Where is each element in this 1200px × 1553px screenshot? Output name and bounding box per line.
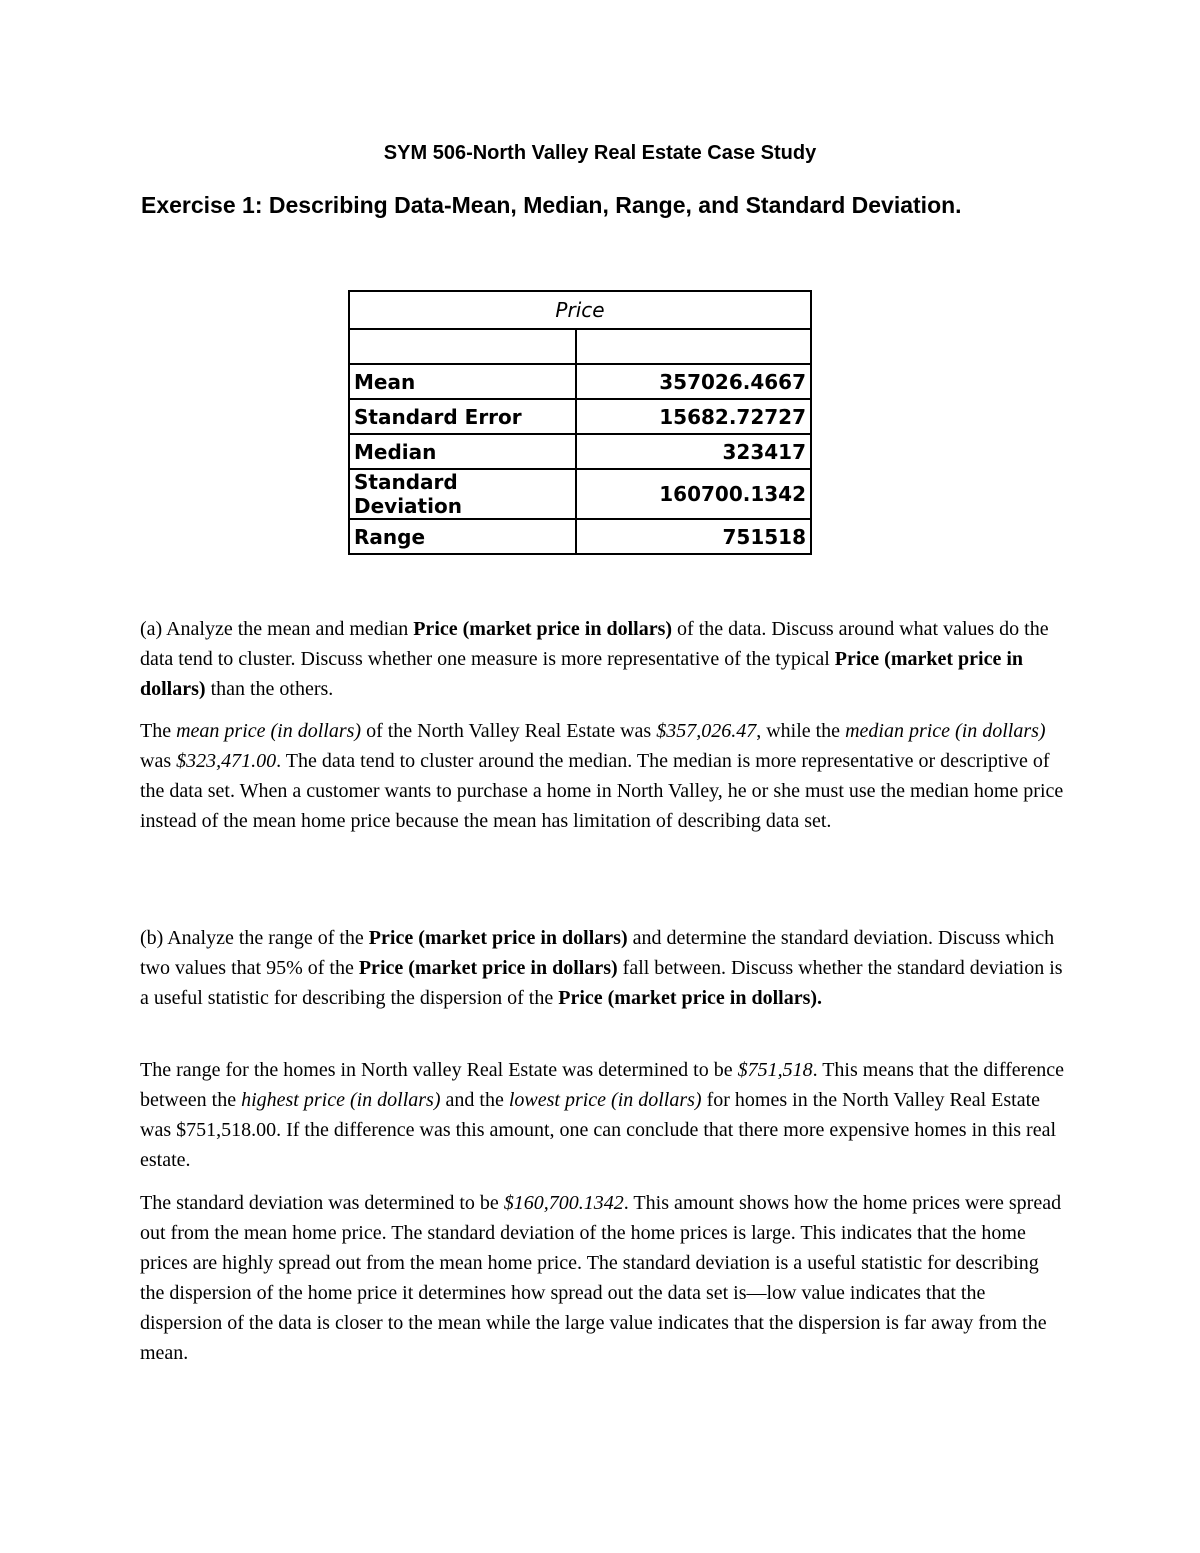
answer-b1-text-4: for homes in the North Valley Real Estate was $751,518.00. If the difference was this amount, one can conclude that there more expensive homes in this real estate. bbox=[140, 1089, 1057, 1171]
answer-a-paragraph bbox=[140, 716, 1065, 836]
question-a-prefix: (a) Analyze the mean and median bbox=[140, 618, 414, 640]
question-b-prefix: (b) Analyze the range of the bbox=[140, 927, 369, 949]
document-title: SYM 506-North Valley Real Estate Case Study bbox=[383, 142, 817, 164]
answer-b-standard-deviation bbox=[140, 1188, 1065, 1368]
row-label-median: Median bbox=[349, 434, 576, 469]
answer-a-text-2: of the North Valley Real Estate was bbox=[361, 720, 657, 742]
table-row bbox=[349, 519, 811, 554]
question-a-bold-2: Price (market price in dollars) bbox=[140, 648, 1024, 700]
answer-b-range-paragraph bbox=[140, 1055, 1065, 1175]
table-row bbox=[349, 434, 811, 469]
answer-b1-text-1: The range for the homes in North valley Real Estate was determined to be bbox=[140, 1059, 738, 1081]
question-b-bold-3: Price (market price in dollars). bbox=[558, 987, 823, 1009]
answer-b-sd-paragraph bbox=[140, 1188, 1065, 1368]
table-cell-empty bbox=[576, 329, 811, 364]
table-row bbox=[349, 399, 811, 434]
question-a bbox=[140, 614, 1065, 704]
answer-b2-italic-1: $160,700.1342 bbox=[503, 1192, 624, 1214]
answer-a-italic-4: $323,471.00 bbox=[176, 750, 277, 772]
answer-a-text-4: was bbox=[140, 750, 177, 772]
question-a-middle: of the data. Discuss around what values do the data tend to cluster. Discuss whether one measure is more representative of the typical bbox=[140, 618, 1049, 670]
exercise-heading: Exercise 1: Describing Data-Mean, Median, Range, and Standard Deviation. bbox=[141, 192, 962, 218]
answer-b1-text-3: and the bbox=[440, 1089, 509, 1111]
answer-a-text-1: The bbox=[140, 720, 177, 742]
question-b-bold-1: Price (market price in dollars) bbox=[368, 927, 628, 949]
table-row bbox=[349, 364, 811, 399]
answer-a-text-5: . The data tend to cluster around the median. The median is more representative or descriptive of the data set. When a customer wants to purchase a home in North Valley, he or she must use the median home price instead of the mean home price because the mean has limitation of describing data set. bbox=[140, 750, 1064, 832]
answer-a-italic-1: mean price (in dollars) bbox=[176, 720, 362, 742]
answer-a-italic-3: median price (in dollars) bbox=[845, 720, 1046, 742]
row-label-mean: Mean bbox=[349, 364, 576, 399]
row-value-standard-deviation: 160700.1342 bbox=[576, 469, 811, 519]
row-value-mean: 357026.4667 bbox=[576, 364, 811, 399]
answer-a-text-3: , while the bbox=[756, 720, 846, 742]
row-label-range: Range bbox=[349, 519, 576, 554]
answer-b1-italic-2: highest price (in dollars) bbox=[241, 1089, 441, 1111]
table-header-row bbox=[349, 291, 811, 329]
row-value-standard-error: 15682.72727 bbox=[576, 399, 811, 434]
question-a-paragraph bbox=[140, 614, 1065, 704]
row-value-range: 751518 bbox=[576, 519, 811, 554]
question-b-paragraph bbox=[140, 923, 1065, 1013]
question-b-middle-2: fall between. Discuss whether the standard deviation is a useful statistic for describing the dispersion of the bbox=[140, 957, 1063, 1009]
question-b bbox=[140, 923, 1065, 1013]
question-b-bold-2: Price (market price in dollars) bbox=[358, 957, 618, 979]
answer-b1-italic-3: lowest price (in dollars) bbox=[508, 1089, 702, 1111]
question-b-middle-1: and determine the standard deviation. Discuss which two values that 95% of the bbox=[140, 927, 1055, 979]
row-label-standard-deviation: Standard Deviation bbox=[349, 469, 576, 519]
answer-b2-text-1: The standard deviation was determined to be bbox=[140, 1192, 504, 1214]
row-value-median: 323417 bbox=[576, 434, 811, 469]
answer-b2-text-2: . This amount shows how the home prices were spread out from the mean home price. The standard deviation of the home prices is large. This indicates that the home prices are highly spread out from the mean home price. The standard deviation is a useful statistic for describing the dispersion of the home price it determines how spread out the data set is—low value indicates that the dispersion of the data is closer to the mean while the large value indicates that the dispersion is far away from the mean. bbox=[140, 1192, 1062, 1364]
table-cell-empty bbox=[349, 329, 576, 364]
answer-b-range bbox=[140, 1055, 1065, 1175]
answer-b1-text-2: . This means that the difference between the bbox=[140, 1059, 1064, 1111]
table-row bbox=[349, 469, 811, 519]
table-header-price: Price bbox=[349, 291, 811, 329]
table-empty-row bbox=[349, 329, 811, 364]
question-a-bold-1: Price (market price in dollars) bbox=[413, 618, 673, 640]
answer-a bbox=[140, 716, 1065, 836]
answer-a-italic-2: $357,026.47 bbox=[656, 720, 757, 742]
answer-b1-italic-1: $751,518 bbox=[737, 1059, 813, 1081]
row-label-standard-error: Standard Error bbox=[349, 399, 576, 434]
price-statistics-table bbox=[348, 290, 812, 555]
question-a-suffix: than the others. bbox=[205, 678, 334, 700]
